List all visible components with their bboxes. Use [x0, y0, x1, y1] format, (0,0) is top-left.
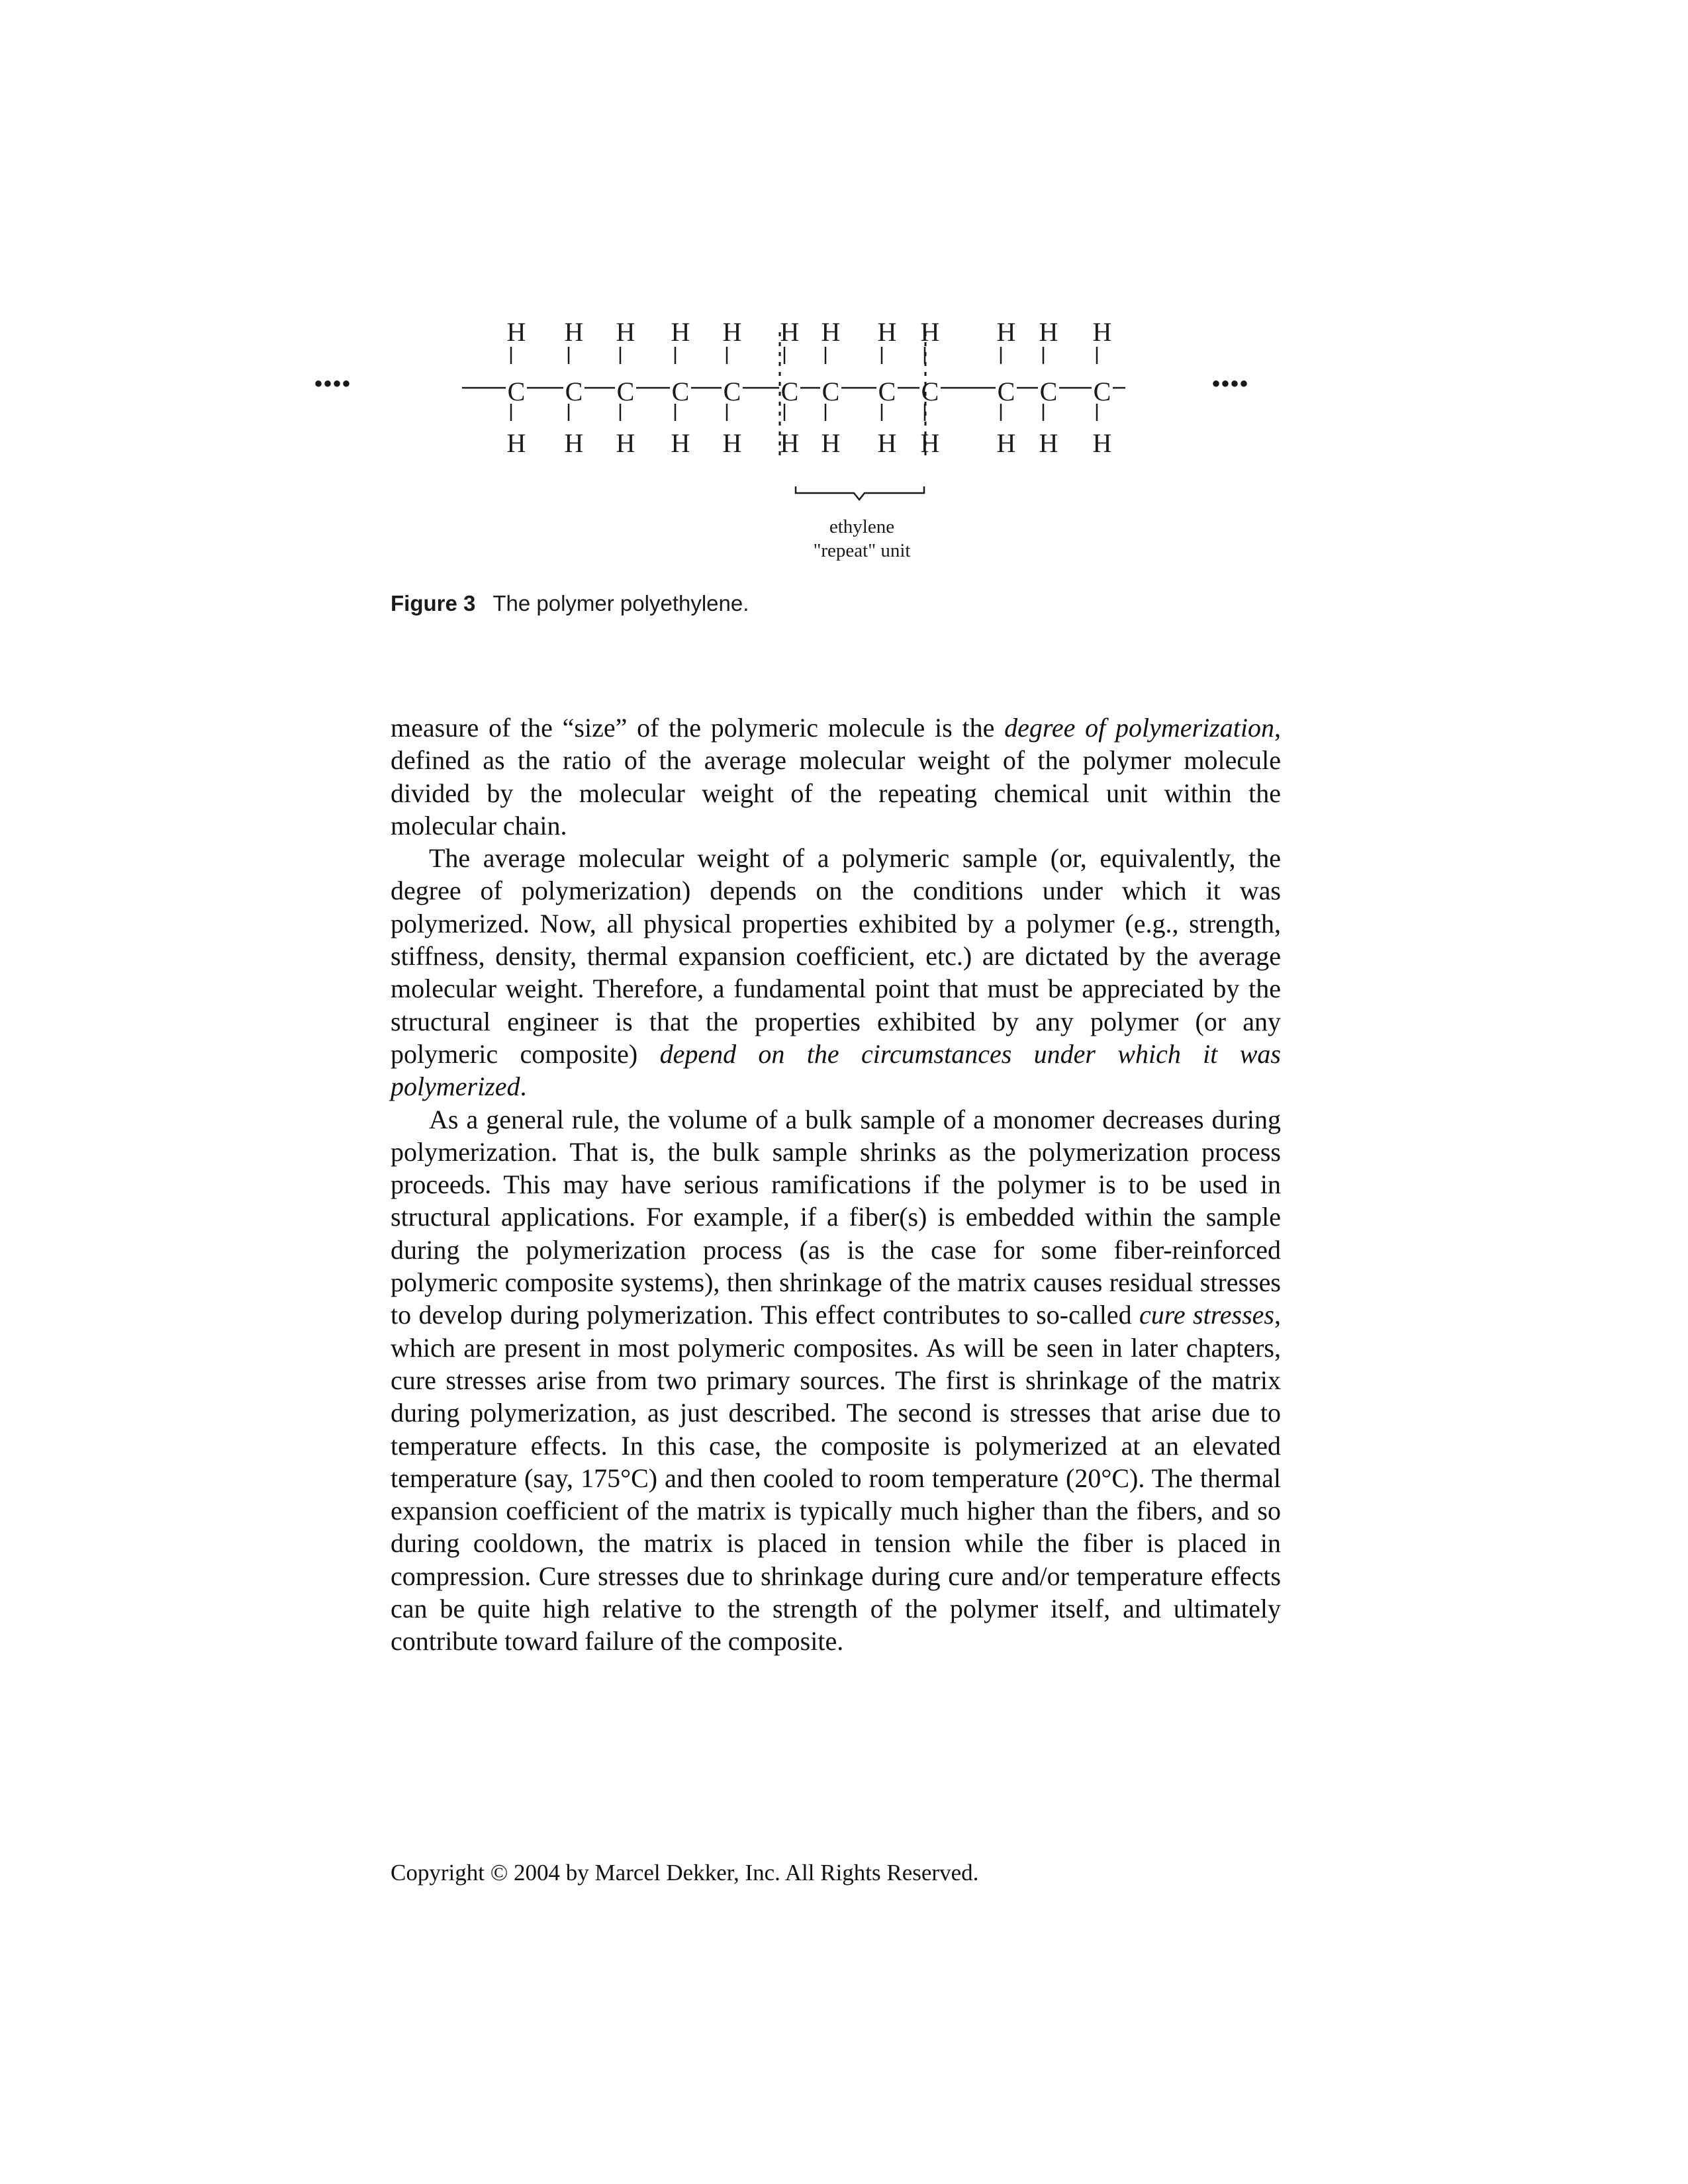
hydrogen-atom-bottom: H: [506, 428, 526, 458]
emphasis-polymerization-circumstances: depend on the circumstances under which it was polymerized: [391, 1038, 1281, 1102]
term-degree-of-polymerization: degree of polymerization: [1004, 713, 1274, 743]
term-cure-stresses: cure stresses: [1139, 1300, 1274, 1330]
hydrogen-atom-bottom: H: [1092, 428, 1112, 458]
hydrogen-atom-bottom: H: [722, 428, 742, 458]
paragraph-3: [391, 1103, 1281, 1658]
hydrogen-atom-bottom: H: [877, 428, 897, 458]
polyethylene-figure: [313, 317, 1249, 576]
hydrogen-atom-bottom: H: [671, 428, 690, 458]
paragraph-2-text-b: .: [520, 1071, 527, 1102]
carbon-atom: C: [821, 377, 840, 406]
carbon-atom: C: [878, 377, 896, 406]
hydrogen-atom-top: H: [506, 317, 526, 347]
carbon-atom: C: [997, 377, 1015, 406]
paragraph-2-text-a: The average molecular weight of a polymeric sample (or, equivalently, the degree of polymerization) depends on the conditions under which it was polymerized. Now, all physical properties exhibited by a polymer (e.g., strength, stiffness, density, thermal expansion coefficient, etc.) are dictated by the average molecular weight. Therefore, a fundamental point that must be appreciated by the structural engineer is that the properties exhibited by any polymer (or any polymeric composite): [391, 843, 1281, 1069]
paragraph-1-text-a: measure of the “size” of the polymeric molecule is the: [391, 713, 1005, 743]
carbon-atom: C: [671, 377, 690, 406]
hydrogen-atom-top: H: [877, 317, 897, 347]
hydrogen-atom-top: H: [821, 317, 841, 347]
carbon-atom: C: [921, 377, 939, 406]
carbon-atom: C: [1093, 377, 1111, 406]
carbon-atom: C: [507, 377, 526, 406]
chain-ellipsis-left: ••••: [313, 369, 351, 398]
paragraph-1: [391, 711, 1281, 842]
hydrogen-atom-top: H: [1092, 317, 1112, 347]
polyethylene-structure-diagram: [313, 317, 1249, 576]
hydrogen-atom-top: H: [1039, 317, 1058, 347]
paragraph-1-text-b: , defined as the ratio of the average molecular weight of the polymer molecule divided by the molecular weight of the repeating chemical unit within the molecular chain.: [391, 713, 1281, 841]
hydrogen-atom-bottom: H: [616, 428, 635, 458]
chain-ellipsis-right: ••••: [1211, 369, 1249, 398]
hydrogen-atom-bottom: H: [996, 428, 1016, 458]
figure-caption: [391, 591, 1317, 616]
carbon-atom: C: [616, 377, 635, 406]
carbon-atom: C: [565, 377, 583, 406]
brace-label-line-1: ethylene: [829, 516, 895, 537]
hydrogen-atom-top: H: [920, 317, 940, 347]
figure-caption-label: Figure 3: [391, 591, 476, 615]
carbon-atom: C: [1039, 377, 1058, 406]
hydrogen-atom-top: H: [616, 317, 635, 347]
carbon-atom: C: [780, 377, 799, 406]
hydrogen-atom-top: H: [722, 317, 742, 347]
hydrogen-atom-bottom: H: [920, 428, 940, 458]
carbon-atom: C: [723, 377, 741, 406]
hydrogen-atom-bottom: H: [564, 428, 584, 458]
repeat-unit-boundary: [780, 332, 925, 457]
hydrogen-atom-top: H: [671, 317, 690, 347]
repeat-unit-brace: [796, 486, 924, 500]
figure-caption-text: The polymer polyethylene.: [492, 591, 749, 615]
brace-label-line-2: "repeat" unit: [813, 540, 911, 561]
paragraph-3-text-a: As a general rule, the volume of a bulk sample of a monomer decreases during polymerization. That is, the bulk sample shrinks as the polymerization process proceeds. This may have serious ramifications if the polymer is to be used in structural applications. For example, if a fiber(s) is embedded within the sample during the polymerization process (as is the case for some fiber-reinforced polymeric composite systems), then shrinkage of the matrix causes residual stresses to develop during polymerization. This effect contributes to so-called: [391, 1104, 1281, 1330]
hydrogen-atom-bottom: H: [821, 428, 841, 458]
paragraph-3-text-b: , which are present in most polymeric composites. As will be seen in later chapters, cure stresses arise from two primary sources. The first is shrinkage of the matrix during polymerization, as just described. The second is stresses that arise due to temperature effects. In this case, the composite is polymerized at an elevated temperature (say, 175°C) and then cooled to room temperature (20°C). The thermal expansion coefficient of the matrix is typically much higher than the fibers, and so during cooldown, the matrix is placed in tension while the fiber is placed in compression. Cure stresses due to shrinkage during cure and/or temperature effects can be quite high relative to the strength of the polymer itself, and ultimately contribute toward failure of the composite.: [391, 1300, 1281, 1657]
paragraph-2: [391, 842, 1281, 1103]
copyright-footer: Copyright © 2004 by Marcel Dekker, Inc. All Rights Reserved.: [391, 1860, 979, 1886]
hydrogen-atom-top: H: [564, 317, 584, 347]
hydrogen-atom-top: H: [996, 317, 1016, 347]
hydrogen-atom-bottom: H: [780, 428, 800, 458]
hydrogen-atom-top: H: [780, 317, 800, 347]
hydrogen-atom-bottom: H: [1039, 428, 1058, 458]
body-text: [391, 711, 1281, 1658]
